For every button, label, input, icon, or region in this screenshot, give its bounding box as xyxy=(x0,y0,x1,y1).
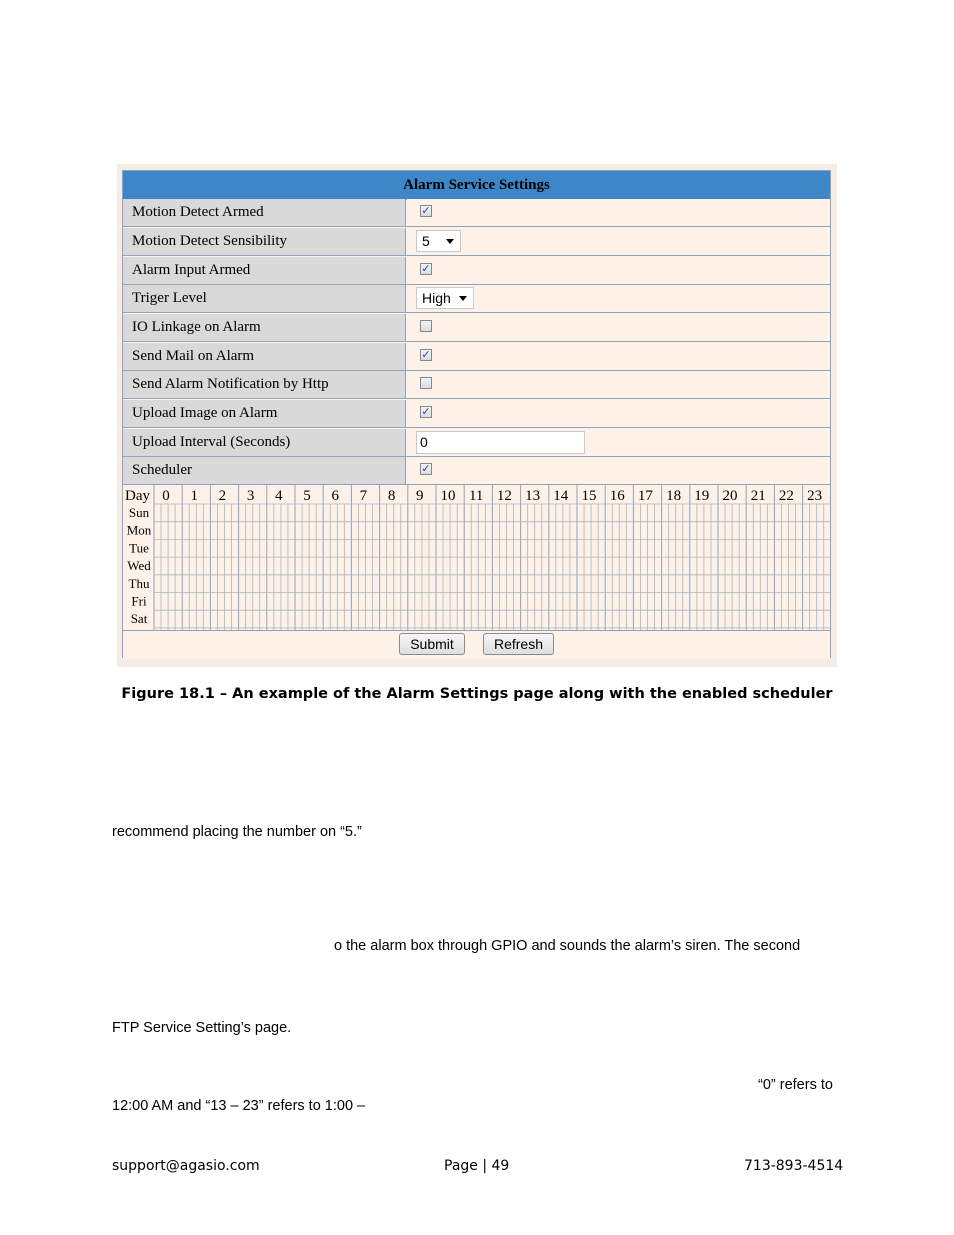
row-label: Motion Detect Armed xyxy=(123,199,406,226)
paragraph-text: o the alarm box through GPIO and sounds the alarm’s siren. The second xyxy=(334,938,801,954)
hour-label: 16 xyxy=(609,488,625,504)
hour-label: 15 xyxy=(581,488,597,504)
hour-label: 22 xyxy=(778,488,794,504)
hour-label: 8 xyxy=(387,488,396,504)
hour-label: 19 xyxy=(694,488,710,504)
hour-label: 2 xyxy=(218,488,227,504)
day-label: Sat xyxy=(130,611,148,627)
hour-label: 11 xyxy=(468,488,484,504)
hour-label: 4 xyxy=(275,488,283,504)
sensibility-select[interactable] xyxy=(416,230,461,252)
day-label: Tue xyxy=(129,540,149,556)
row-label: Scheduler xyxy=(123,457,406,484)
row-motion-detect-sensibility xyxy=(123,228,830,256)
row-http-notification xyxy=(123,371,830,399)
motion-detect-armed-checkbox[interactable]: ✓ xyxy=(421,205,431,217)
paragraph-text: 12:00 AM and “13 – 23” refers to 1:00 – xyxy=(112,1098,366,1114)
row-scheduler xyxy=(123,457,830,485)
hour-label: 23 xyxy=(807,488,823,504)
select-value: 5 xyxy=(422,233,430,249)
hour-label: 1 xyxy=(190,488,198,504)
footer-email: support@agasio.com xyxy=(112,1158,260,1174)
hour-label: 0 xyxy=(162,488,170,504)
hour-label: 10 xyxy=(440,488,456,504)
dropdown-arrow-icon xyxy=(459,296,467,301)
day-header: Day xyxy=(125,488,150,504)
io-linkage-checkbox[interactable] xyxy=(420,320,432,332)
upload-interval-input[interactable]: 0 xyxy=(416,431,585,454)
row-trigger-level xyxy=(123,285,830,313)
paragraph-text: “0” refers to xyxy=(758,1077,833,1093)
row-motion-detect-armed xyxy=(123,199,830,227)
row-io-linkage xyxy=(123,314,830,342)
figure-caption: Figure 18.1 – An example of the Alarm Settings page along with the enabled scheduler xyxy=(121,686,833,702)
hour-label: 13 xyxy=(525,488,541,504)
button-bar xyxy=(123,630,830,659)
schedule-grid[interactable] xyxy=(123,485,830,630)
hour-label: 21 xyxy=(750,488,766,504)
paragraph-text: recommend placing the number on “5.” xyxy=(112,824,362,840)
hour-label: 17 xyxy=(637,488,653,504)
paragraph-text: FTP Service Setting’s page. xyxy=(112,1020,292,1036)
row-label: Triger Level xyxy=(123,285,406,312)
day-label: Wed xyxy=(127,558,151,574)
table-title: Alarm Service Settings xyxy=(123,171,830,200)
hour-label: 20 xyxy=(722,488,738,504)
hour-label: 14 xyxy=(553,488,569,504)
select-value: High xyxy=(422,290,451,306)
row-label: Upload Image on Alarm xyxy=(123,400,406,427)
day-label: Thu xyxy=(128,575,150,591)
hour-label: 6 xyxy=(331,488,339,504)
row-label: IO Linkage on Alarm xyxy=(123,314,406,341)
footer-page-number: Page | 49 xyxy=(444,1158,510,1174)
hour-label: 9 xyxy=(416,488,424,504)
day-label: Sun xyxy=(128,505,150,520)
footer-phone: 713-893-4514 xyxy=(744,1158,844,1174)
row-label: Send Mail on Alarm xyxy=(123,343,406,370)
upload-image-checkbox[interactable]: ✓ xyxy=(421,406,431,418)
http-notification-checkbox[interactable] xyxy=(420,377,432,389)
alarm-settings-table xyxy=(122,170,831,658)
submit-button[interactable]: Submit xyxy=(399,633,465,655)
hour-label: 3 xyxy=(246,488,255,504)
row-label: Motion Detect Sensibility xyxy=(123,228,406,255)
scheduler-checkbox[interactable]: ✓ xyxy=(421,463,431,475)
alarm-input-armed-checkbox[interactable]: ✓ xyxy=(421,263,431,275)
row-label: Alarm Input Armed xyxy=(123,257,406,284)
day-label: Fri xyxy=(131,593,147,609)
hour-label: 5 xyxy=(303,488,311,504)
dropdown-arrow-icon xyxy=(446,239,454,244)
hour-label: 7 xyxy=(359,488,368,504)
row-label: Upload Interval (Seconds) xyxy=(123,429,406,456)
row-alarm-input-armed xyxy=(123,257,830,285)
row-label: Send Alarm Notification by Http xyxy=(123,371,406,398)
row-upload-interval xyxy=(123,429,830,457)
row-send-mail xyxy=(123,343,830,371)
send-mail-checkbox[interactable]: ✓ xyxy=(421,349,431,361)
row-upload-image xyxy=(123,400,830,428)
hour-label: 18 xyxy=(666,488,682,504)
refresh-button[interactable]: Refresh xyxy=(483,633,554,655)
hour-label: 12 xyxy=(496,488,512,504)
schedule-grid-svg[interactable] xyxy=(123,485,830,630)
trigger-level-select[interactable] xyxy=(416,287,474,309)
day-label: Mon xyxy=(126,522,152,538)
